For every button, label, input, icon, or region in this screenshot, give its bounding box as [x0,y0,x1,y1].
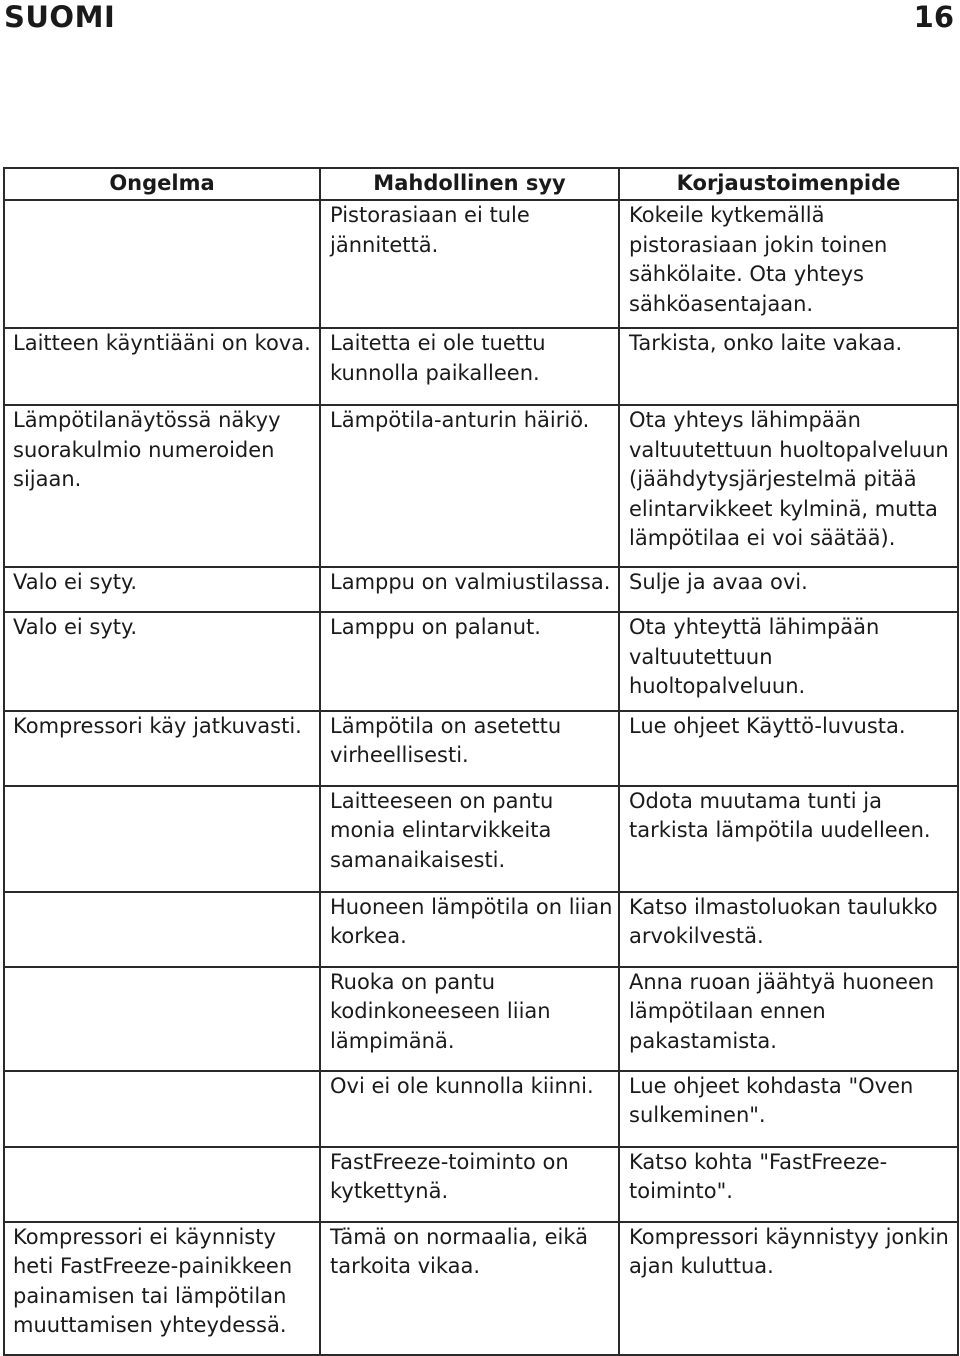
problem-cell [4,892,320,967]
fix-cell: Kompressori käynnistyy jonkin ajan kuluttua. [619,1222,958,1355]
problem-cell: Laitteen käyntiääni on kova. [4,328,320,405]
column-header-problem: Ongelma [4,168,320,200]
table-row [4,1222,958,1355]
cause-cell: Lämpötila on asetettu virheellisesti. [320,711,619,786]
fix-cell: Lue ohjeet Käyttö-luvusta. [619,711,958,786]
problem-cell: Lämpötilanäytössä näkyy suorakulmio numeroiden sijaan. [4,405,320,567]
column-header-fix: Korjaustoimenpide [619,168,958,200]
problem-cell [4,1147,320,1222]
table-row [4,1071,958,1147]
table-row [4,405,958,567]
fix-cell: Katso kohta "FastFreeze-toiminto". [619,1147,958,1222]
fix-cell: Katso ilmastoluokan taulukko arvokilvestä. [619,892,958,967]
cause-cell: Lämpötila-anturin häiriö. [320,405,619,567]
fix-cell: Lue ohjeet kohdasta "Oven sulkeminen". [619,1071,958,1147]
section-language-label: SUOMI [4,0,116,34]
problem-cell [4,1071,320,1147]
fix-cell: Ota yhteyttä lähimpään valtuutettuun huoltopalveluun. [619,612,958,711]
table-row [4,200,958,328]
table-row [4,612,958,711]
cause-cell: Ovi ei ole kunnolla kiinni. [320,1071,619,1147]
cause-cell: Pistorasiaan ei tule jännitettä. [320,200,619,328]
problem-cell: Kompressori käy jatkuvasti. [4,711,320,786]
fix-cell: Ota yhteys lähimpään valtuutettuun huoltopalveluun (jäähdytysjärjestelmä pitää elintarvikkeet kylminä, mutta lämpötilaa ei voi säätää). [619,405,958,567]
table-row [4,567,958,612]
table-row [4,1147,958,1222]
cause-cell: Tämä on normaalia, eikä tarkoita vikaa. [320,1222,619,1355]
problem-cell: Valo ei syty. [4,612,320,711]
fix-cell: Tarkista, onko laite vakaa. [619,328,958,405]
table-row [4,786,958,892]
problem-cell [4,200,320,328]
cause-cell: Laitteeseen on pantu monia elintarvikkeita samanaikaisesti. [320,786,619,892]
problem-cell: Valo ei syty. [4,567,320,612]
fix-cell: Sulje ja avaa ovi. [619,567,958,612]
cause-cell: Laitetta ei ole tuettu kunnolla paikalleen. [320,328,619,405]
page-number: 16 [913,0,954,34]
table-row [4,328,958,405]
table-header-row [4,168,958,200]
cause-cell: Huoneen lämpötila on liian korkea. [320,892,619,967]
problem-cell [4,786,320,892]
fix-cell: Anna ruoan jäähtyä huoneen lämpötilaan ennen pakastamista. [619,967,958,1071]
troubleshooting-table [3,167,959,1356]
cause-cell: Lamppu on valmiustilassa. [320,567,619,612]
table-row [4,892,958,967]
cause-cell: FastFreeze-toiminto on kytkettynä. [320,1147,619,1222]
cause-cell: Ruoka on pantu kodinkoneeseen liian lämpimänä. [320,967,619,1071]
problem-cell [4,967,320,1071]
table-row [4,967,958,1071]
fix-cell: Kokeile kytkemällä pistorasiaan jokin toinen sähkölaite. Ota yhteys sähköasentajaan. [619,200,958,328]
fix-cell: Odota muutama tunti ja tarkista lämpötila uudelleen. [619,786,958,892]
problem-cell: Kompressori ei käynnisty heti FastFreeze-painikkeen painamisen tai lämpötilan muuttamisen yhteydessä. [4,1222,320,1355]
table-row [4,711,958,786]
column-header-cause: Mahdollinen syy [320,168,619,200]
cause-cell: Lamppu on palanut. [320,612,619,711]
